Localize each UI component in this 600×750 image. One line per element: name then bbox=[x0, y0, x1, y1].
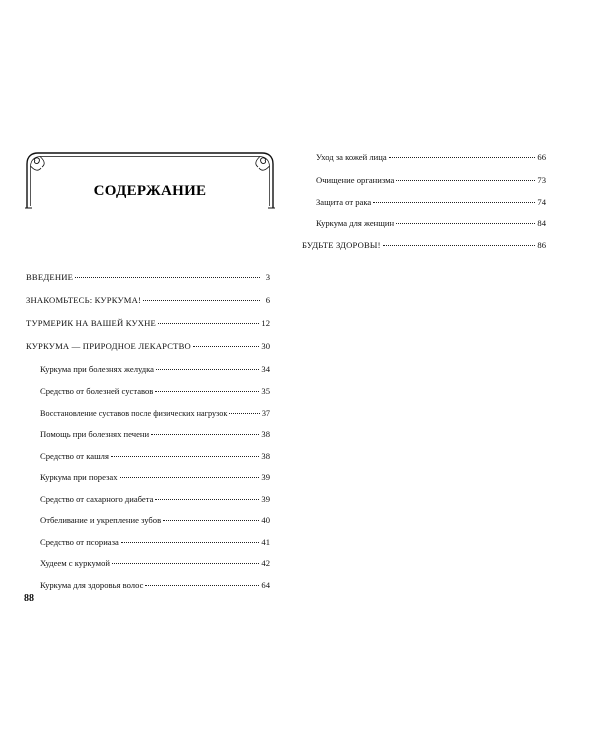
toc-entry-page: 42 bbox=[261, 558, 270, 568]
toc-subentry bbox=[316, 152, 546, 163]
toc-entry-page: 38 bbox=[261, 429, 270, 439]
toc-entry-title: Отбеливание и укрепление зубов bbox=[40, 515, 162, 525]
dot-leader bbox=[75, 276, 260, 278]
dot-leader bbox=[120, 476, 260, 478]
dot-leader bbox=[389, 156, 536, 158]
toc-entry-page: 39 bbox=[261, 494, 270, 504]
dot-leader bbox=[193, 345, 259, 347]
toc-subentry bbox=[40, 494, 270, 505]
toc-entry-page: 37 bbox=[261, 409, 270, 418]
toc-entry-title: Куркума для здоровья волос bbox=[40, 580, 144, 590]
dot-leader bbox=[112, 562, 259, 564]
toc-subentry bbox=[316, 175, 546, 186]
toc-entry-title: Средство от кашля bbox=[40, 451, 109, 461]
toc-entry-page: 66 bbox=[537, 152, 546, 162]
toc-entry-title: Помощь при болезнях печени bbox=[40, 429, 150, 439]
toc-subentry bbox=[316, 197, 546, 208]
toc-entry-page: 12 bbox=[261, 318, 270, 328]
dot-leader bbox=[151, 433, 259, 435]
dot-leader bbox=[158, 322, 259, 324]
toc-entry-title: Средство от псориаза bbox=[40, 537, 119, 547]
toc-entry-title: Уход за кожей лица bbox=[316, 152, 387, 162]
dot-leader bbox=[156, 368, 259, 370]
toc-entry-page: 3 bbox=[265, 272, 270, 282]
toc-entry-title: КУРКУМА — ПРИРОДНОЕ ЛЕКАРСТВО bbox=[26, 341, 191, 351]
toc-entry-title: Средство от болезней суставов bbox=[40, 386, 154, 396]
toc-subentry bbox=[316, 218, 546, 229]
toc-entry-title: Восстановление суставов после физических нагрузок bbox=[40, 409, 228, 418]
dot-leader bbox=[229, 412, 260, 414]
toc-subentry bbox=[40, 472, 270, 483]
dot-leader bbox=[396, 179, 535, 181]
toc-entry-page: 74 bbox=[537, 197, 546, 207]
toc-entry-page: 34 bbox=[261, 364, 270, 374]
toc-entry bbox=[26, 272, 270, 283]
toc-entry bbox=[302, 240, 546, 251]
dot-leader bbox=[155, 498, 259, 500]
dot-leader bbox=[111, 455, 259, 457]
toc-subentry bbox=[40, 429, 270, 440]
page-title: СОДЕРЖАНИЕ bbox=[93, 183, 207, 199]
toc-entry-page: 35 bbox=[261, 386, 270, 396]
toc-entry-page: 64 bbox=[261, 580, 270, 590]
toc-entry bbox=[26, 318, 270, 329]
toc-entry-title: Худеем с куркумой bbox=[40, 558, 110, 568]
toc-entry-title: ВВЕДЕНИЕ bbox=[26, 272, 74, 282]
toc-entry-page: 84 bbox=[537, 218, 546, 228]
dot-leader bbox=[383, 244, 536, 246]
dot-leader bbox=[145, 584, 259, 586]
toc-entry bbox=[26, 341, 270, 352]
page-number: 88 bbox=[24, 593, 34, 604]
toc-subentry bbox=[40, 580, 270, 591]
toc-entry-page: 86 bbox=[537, 240, 546, 250]
toc-subentry bbox=[40, 537, 270, 548]
toc-entry-title: ЗНАКОМЬТЕСЬ: КУРКУМА! bbox=[26, 295, 142, 305]
toc-entry-title: Куркума для женщин bbox=[316, 218, 395, 228]
toc-entry-title: Куркума при болезнях желудка bbox=[40, 364, 154, 374]
toc-subentry bbox=[40, 386, 270, 397]
toc-subentry bbox=[40, 515, 270, 526]
toc-subentry bbox=[40, 408, 270, 419]
dot-leader bbox=[155, 390, 259, 392]
toc-entry-page: 39 bbox=[261, 472, 270, 482]
toc-entry-page: 38 bbox=[261, 451, 270, 461]
dot-leader bbox=[396, 222, 535, 224]
toc-entry-page: 73 bbox=[537, 175, 546, 185]
ornamental-title-frame bbox=[24, 150, 276, 210]
toc-entry-title: БУДЬТЕ ЗДОРОВЫ! bbox=[302, 240, 381, 250]
dot-leader bbox=[143, 299, 260, 301]
toc-entry-page: 40 bbox=[261, 515, 270, 525]
toc-entry-title: Защита от рака bbox=[316, 197, 372, 207]
toc-entry-title: Средство от сахарного диабета bbox=[40, 494, 154, 504]
toc-entry-title: Куркума при порезах bbox=[40, 472, 118, 482]
toc-entry-page: 41 bbox=[261, 537, 270, 547]
toc-entry-page: 30 bbox=[261, 341, 270, 351]
toc-subentry bbox=[40, 451, 270, 462]
right-page bbox=[300, 0, 600, 750]
dot-leader bbox=[121, 541, 260, 543]
toc-entry-page: 6 bbox=[265, 295, 270, 305]
toc-subentry bbox=[40, 364, 270, 375]
dot-leader bbox=[163, 519, 259, 521]
toc-subentry bbox=[40, 558, 270, 569]
toc-entry-title: ТУРМЕРИК НА ВАШЕЙ КУХНЕ bbox=[26, 318, 157, 328]
toc-entry bbox=[26, 295, 270, 306]
toc-entry-title: Очищение организма bbox=[316, 175, 395, 185]
dot-leader bbox=[373, 201, 535, 203]
